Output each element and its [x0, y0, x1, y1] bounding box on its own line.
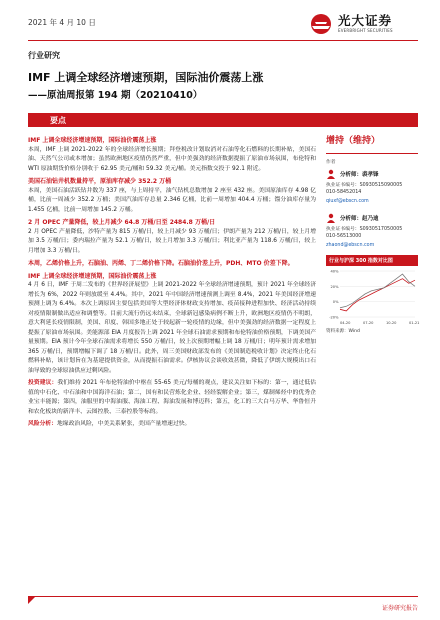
analyst-email[interactable]: qiuxf@ebscn.com [326, 199, 369, 204]
chart-header [326, 255, 418, 266]
brand-name-cn: 光大证券 [338, 13, 393, 28]
series-line [340, 279, 415, 311]
section-body: 4 月 6 日，IMF 于周二发布的《世界经济展望》上调 2021-2022 年全球经济增速预期，预计 2021 年全球经济增长为 6%，2022 年则放缓至 4.4%。其中，2021 年中国经济增速预测上调至 8.4%，2021 年美国经济增速预测上调为 6.4%。本次上调原因主要包括美国等大型经济体财政支持增加、疫苗接种进程加快、经济活动持续对疫情限制做出适应和调整等。目前大流行仍远未结束，全球新冠感染病例不断上升，欧洲地区疫情仍不明朗，意大利延长疫情限制，美国、印度、韩国多地正处于较起新一轮疫情的边缘，但中美强劲的经济数据一定程度上提振了原油市场氛围。美能源部 EIA 月度报告上调 2021 年全球石油需求预期和布伦特油价格预期，下调美国产量预期。EIA 预计今年全球石油需求将增长 550 万桶/日，较上次预期增幅上调 18 万桶/日；明年预计需求增加 365 万桶/日，预期增幅下调了 18 万桶/日。此外，周三美国财政部发布的《美国制造税收计划》决定终止化石燃料补贴，该计划旨在为基建提供资金，从而提振石油需求。伊核协议会谈收效甚微，降低了伊朗大规模出口石油导致的全球原油供应过剩风险。 [28, 282, 316, 374]
y-tick-label: 0% [332, 300, 339, 305]
sector-rating: 增持（维持） [326, 136, 381, 146]
section-heading: 投资建议： [28, 380, 58, 386]
section-heading: IMF 上调全球经济增速预期，国际油价震荡上涨 [28, 272, 157, 280]
summary-label: 要点 [50, 116, 66, 125]
section-body: 地缘政治风险，中美关系紧张，美国产量增速过快。 [57, 421, 191, 427]
sector-name: 石油化工 [326, 116, 363, 126]
section-body: 2 月 OPEC 产量降低，沙特产量为 815 万桶/日，较上月减少 93 万桶/日；伊朗产量为 212 万桶/日，较上月增加 3.5 万桶/日；委内瑞拉产量为 52.1 万桶/日，较上月增加 3.3 万桶/日；利比亚产量为 118.6 万桶/日，较上月增加 3.3 万桶/日。 [28, 228, 316, 254]
analyst-phone: 010-56513000 [326, 234, 362, 239]
section-heading: 美国石油钻井机数量持平，原油库存减少 352.2 万桶 [28, 178, 172, 185]
brand-name-en: EVERBRIGHT SECURITIES [338, 28, 393, 33]
person-icon [326, 213, 336, 223]
report-date: 2021 年 4 月 10 日 [28, 18, 96, 27]
section [28, 136, 316, 174]
section [28, 272, 316, 377]
footer-divider [28, 596, 418, 597]
section-heading: 风险分析： [28, 421, 57, 427]
x-tick-label: 04-20 [340, 321, 351, 325]
y-tick-label: -20% [329, 315, 339, 320]
section [28, 259, 316, 269]
report-subtitle: ——原油周报第 194 期（20210410） [28, 90, 203, 101]
section-heading: 本周，乙烯价格上升，石脑油、丙烯、丁二烯价格下降。石脑油价差上升，PDH、MTO 价差下降。 [28, 260, 294, 267]
report-body [28, 133, 316, 588]
report-category: 行业研究 [28, 51, 60, 60]
index-comparison-chart [326, 255, 418, 335]
chart-source: 资料来源：Wind [326, 329, 360, 334]
chart-plot [326, 267, 418, 327]
footer-corner-mark [28, 597, 35, 604]
y-tick-label: 20% [330, 284, 339, 289]
header-divider [28, 40, 418, 41]
analyst-phone: 010-58452014 [326, 190, 362, 195]
section-heading: IMF 上调全球经济增速预期，国际油价震荡上涨 [28, 137, 157, 144]
x-tick-label: 07-20 [363, 321, 374, 325]
sidebar-divider [326, 153, 418, 154]
analyst-name: 分析师：赵乃迪 [340, 216, 379, 222]
section [28, 420, 316, 430]
footer-label: 证券研究报告 [381, 605, 418, 612]
brand-sun-icon [308, 12, 334, 36]
chart-title: 行业与沪深 300 指数对比图 [329, 258, 393, 264]
section-heading: 2 月 OPEC 产量降低，较上月减少 64.8 万桶/日至 2484.8 万桶/日 [28, 219, 216, 226]
section-inline [28, 420, 316, 430]
section-body: 本周，美国石油活跃钻井数为 337 座，与上周持平，油气钻机总数增加 2 座至 432 座。美国原油库存 4.98 亿桶，比前一周减少 352.2 万桶；美国汽油库存总量 2.346 亿桶，比前一周增加 404.4 万桶；馏分油库存量为 1.455 亿桶，比前一周增加 145.2 万桶。 [28, 187, 316, 213]
brand-logo [308, 10, 418, 38]
analyst-cert: 执业证书编号：S0930515090005 [326, 183, 403, 188]
x-tick-label: 10-20 [386, 321, 397, 325]
author-label: 作者 [326, 160, 336, 165]
section [28, 177, 316, 215]
section-body: 我们维持 2021 年布伦特油价中枢在 55-65 美元/每桶的观点，建议关注如下标的：第一，通过低估值的中石化、中石油和中国海洋石油；第二，国有和民营炼化企业、轻经裂解企业；第三，煤制烯烃中的优秀企业宝丰能源；第四，油服里的中海油服、海油工程、海油发展和博迈科；第五，化工的三大白马万华、华鲁恒升和农化板块的新洋丰、云图控股、三泰控股等标的。 [28, 380, 316, 415]
section-inline [28, 379, 316, 417]
section [28, 379, 316, 417]
x-tick-label: 01-21 [409, 321, 420, 325]
analyst-name: 分析师：裘孝锋 [340, 172, 379, 178]
y-tick-label: 40% [330, 269, 339, 274]
analyst-email[interactable]: zhaond@ebscn.com [326, 243, 375, 248]
analyst-cert: 执业证书编号：S0930517050005 [326, 227, 403, 232]
person-icon [326, 169, 336, 179]
report-title: IMF 上调全球经济增速预期，国际油价震荡上涨 [28, 71, 264, 84]
section-body: 本周，IMF 上调 2021-2022 年的全球经济增长预期；拜登税改计划取消对石油等化石燃料的长期补贴，美国石油、天然气公司或本增加；虽然欧洲地区疫情仍然严重，但中美强劲的经济数据提振了原油市场氛围，布伦特和 WTI 原油期货价格分别收于 62.95 美元/桶和 59.32 美元/桶。美元指数交投于 92.1 附近。 [28, 146, 316, 172]
sidebar [326, 113, 418, 583]
section [28, 218, 316, 256]
